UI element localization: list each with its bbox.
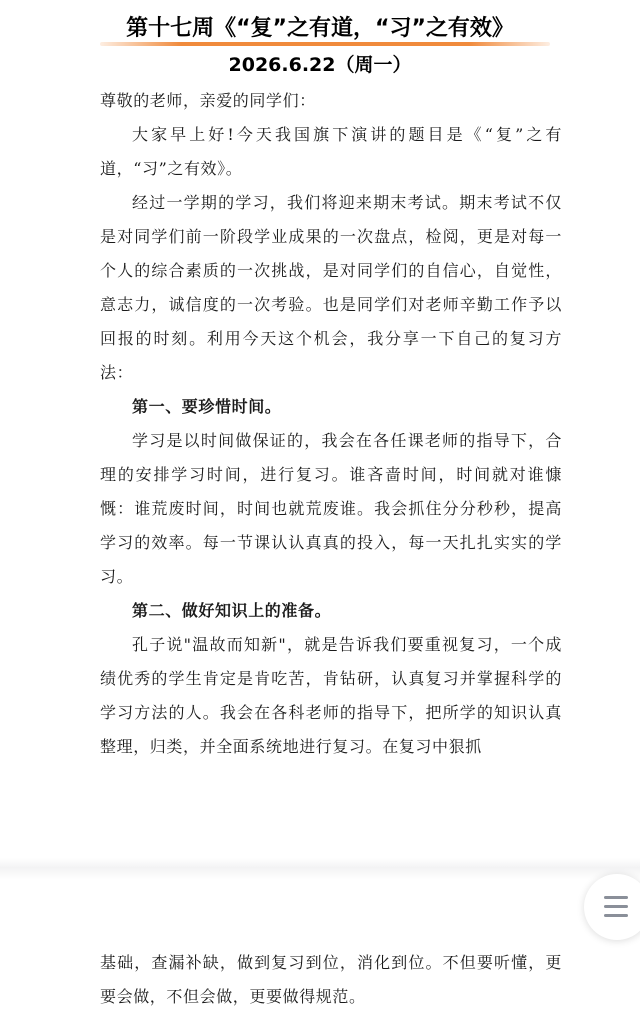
paragraph-continuation: 基础，查漏补缺，做到复习到位，消化到位。不但要听懂，更要会做，不但会做，更要做得规范。 — [100, 953, 562, 1006]
paragraph-time: 学习是以时间做保证的，我会在各任课老师的指导下，合理的安排学习时间，进行复习。谁吝啬时间，时间就对谁慷慨：谁荒废时间，时间也就荒废谁。我会抓住分分秒秒，提高学习的效率。每一节课认认真真的投入，每一天扎扎实实的学习。 — [100, 431, 562, 586]
paragraph-intro: 经过一学期的学习，我们将迎来期末考试。期末考试不仅是对同学们前一阶段学业成果的一次盘点，检阅，更是对每一个人的综合素质的一次挑战，是对同学们的自信心，自觉性，意志力，诚信度的一次考验。也是同学们对老师辛勤工作予以回报的时刻。利用今天这个机会，我分享一下自己的复习方法： — [100, 193, 562, 382]
paragraph-knowledge: 孔子说"温故而知新"，就是告诉我们要重视复习，一个成绩优秀的学生肯定是肯吃苦，肯钻研，认真复习并掌握科学的学习方法的人。我会在各科老师的指导下，把所学的知识认真整理，归类，并全面系统地进行复习。在复习中狠抓 — [100, 635, 562, 756]
speech-date: 2026.6.22（周一） — [228, 54, 412, 76]
title-underline — [100, 42, 550, 46]
salutation: 尊敬的老师，亲爱的同学们： — [100, 91, 316, 110]
speech-body — [100, 84, 562, 764]
speech-continuation — [100, 946, 562, 1014]
page-break-divider — [0, 858, 640, 880]
paragraph-opening: 大家早上好!今天我国旗下演讲的题目是《“复”之有道，“习”之有效》。 — [100, 125, 562, 178]
section-heading-2: 第二、做好知识上的准备。 — [132, 601, 332, 620]
floating-menu-button[interactable] — [584, 874, 640, 940]
section-heading-1: 第一、要珍惜时间。 — [132, 397, 282, 416]
page-title: 第十七周《“复”之有道，“习”之有效》 — [126, 16, 514, 41]
